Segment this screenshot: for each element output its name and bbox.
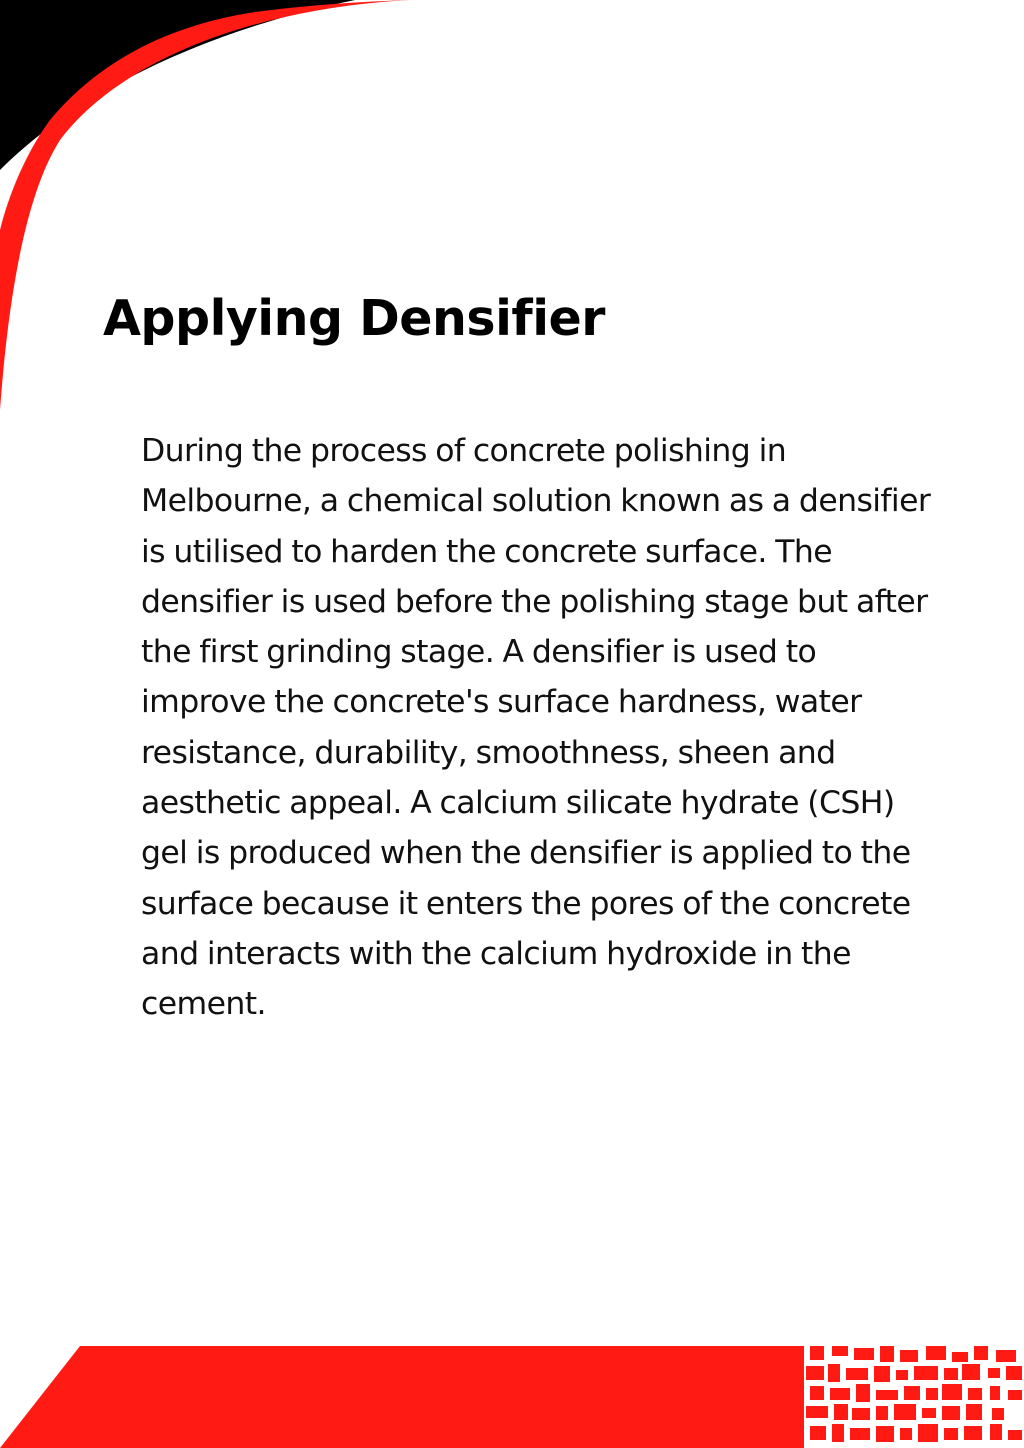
pixel-pattern-decoration — [792, 1340, 1024, 1448]
body-paragraph: During the process of concrete polishing in Melbourne, a chemical solution known as a densifier is utilised to harden the concrete surface. The densifier is used before the polishing stage but after the first grinding stage. A densifier is used to improve the concrete's surface hardness, water resistance, durability, smoothness, sheen and aesthetic appeal. A calcium silicate hydrate (CSH) gel is produced when the densifier is applied to the surface because it enters the pores of the concrete and interacts with the calcium hydroxide in the cement. — [141, 433, 931, 1023]
page-title: Applying Densifier — [103, 290, 605, 347]
corner-swoosh-decoration — [0, 0, 420, 420]
